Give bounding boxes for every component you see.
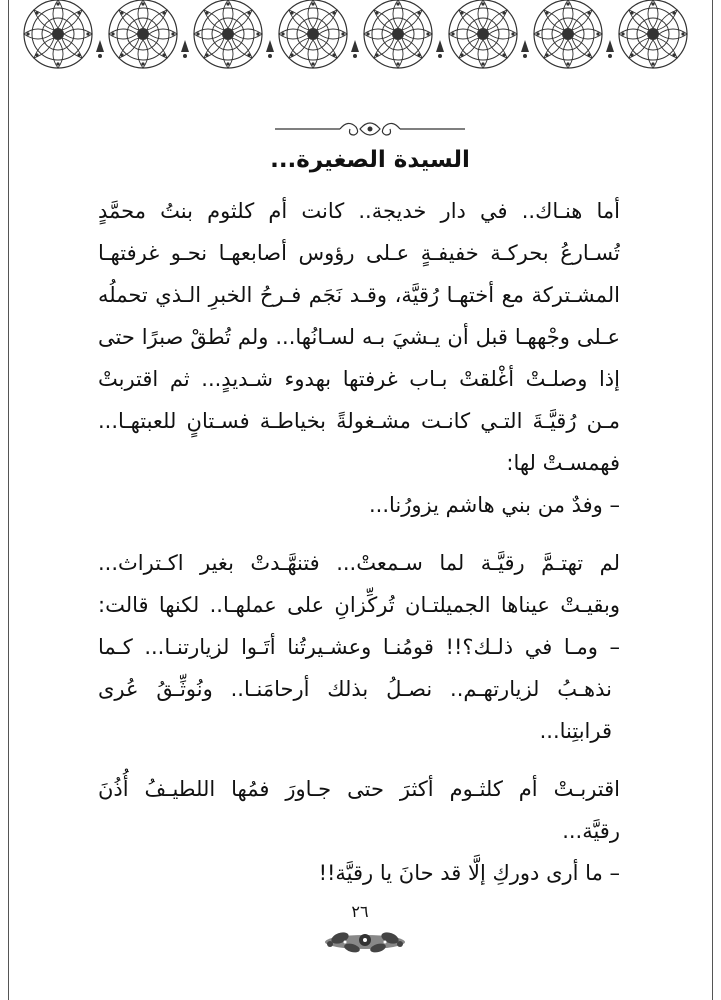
text-line: المشـتركة مع أختهـا رُقيَّة، وقـد نَجَم فـرحُ الخبرِ الـذي تحملُه: [98, 283, 620, 307]
dialog-line: – وفدٌ من بني هاشم يزورُنا...: [368, 493, 620, 517]
text-line: فهمسـتْ لها:: [506, 451, 620, 475]
text-line: مـن رُقيَّـةَ التـي كانـت مشـغولةً بخياطـة فسـتانٍ للعبتهـا...: [98, 409, 620, 433]
text-line: رقيَّة...: [562, 819, 620, 843]
text-line: وبقيـتْ عيناها الجميلتـان تُركِّزانِ على عملهـا.. لكنها قالت:: [98, 593, 620, 617]
page-number: ٢٦: [351, 902, 369, 921]
dialog-line: – ومـا في ذلـك؟!! قومُنـا وعشـيرتُنا أتَـوا لزيارتنـا... كـما: [98, 635, 620, 659]
text-line: قرابتِنا...: [539, 719, 612, 743]
text-line: نذهـبُ لزيارتهـم.. نصـلُ بذلك أرحامَنـا.. ونُوثِّـقُ عُرى: [98, 677, 612, 701]
text-line: إذا وصلـتْ أغْلقتْ بـاب غرفتها بهدوء شـديدٍ... ثم اقتربتْ: [98, 367, 620, 391]
paragraph-gap: [98, 752, 620, 768]
chapter-title: السيدة الصغيرة...: [270, 147, 470, 173]
left-border-line: [8, 0, 9, 1000]
body-text: [98, 190, 620, 894]
text-line: لم تهتـمَّ رقيَّـة لما سـمعتْ... فتنهَّـدتْ بغير اكـتراث...: [98, 551, 620, 575]
header-ornament: [18, 0, 703, 80]
dialog-line: – ما أرى دوركِ إلَّا قد حانَ يا رقيَّة!!: [318, 861, 620, 885]
paragraph-gap: [98, 526, 620, 542]
title-ornament: [270, 115, 470, 143]
text-line: اقتربـتْ أم كلثـوم أكثرَ حتى جـاورَ فمُها اللطيـفُ أُذُنَ: [98, 777, 620, 801]
footer-ornament: [320, 922, 410, 962]
text-line: تُسـارعُ بحركـة خفيفـةٍ عـلى رؤوس أصابعهـا نحـو غرفتهـا: [98, 241, 620, 265]
right-border-line: [712, 0, 713, 1000]
text-line: أما هنـاك.. في دار خديجة.. كانت أم كلثوم بنتُ محمَّدٍ: [98, 199, 620, 223]
text-line: عـلى وجْههـا قبل أن يـشيَ بـه لسـانُها... ولم تُطقْ صبرًا حتى: [98, 325, 620, 349]
